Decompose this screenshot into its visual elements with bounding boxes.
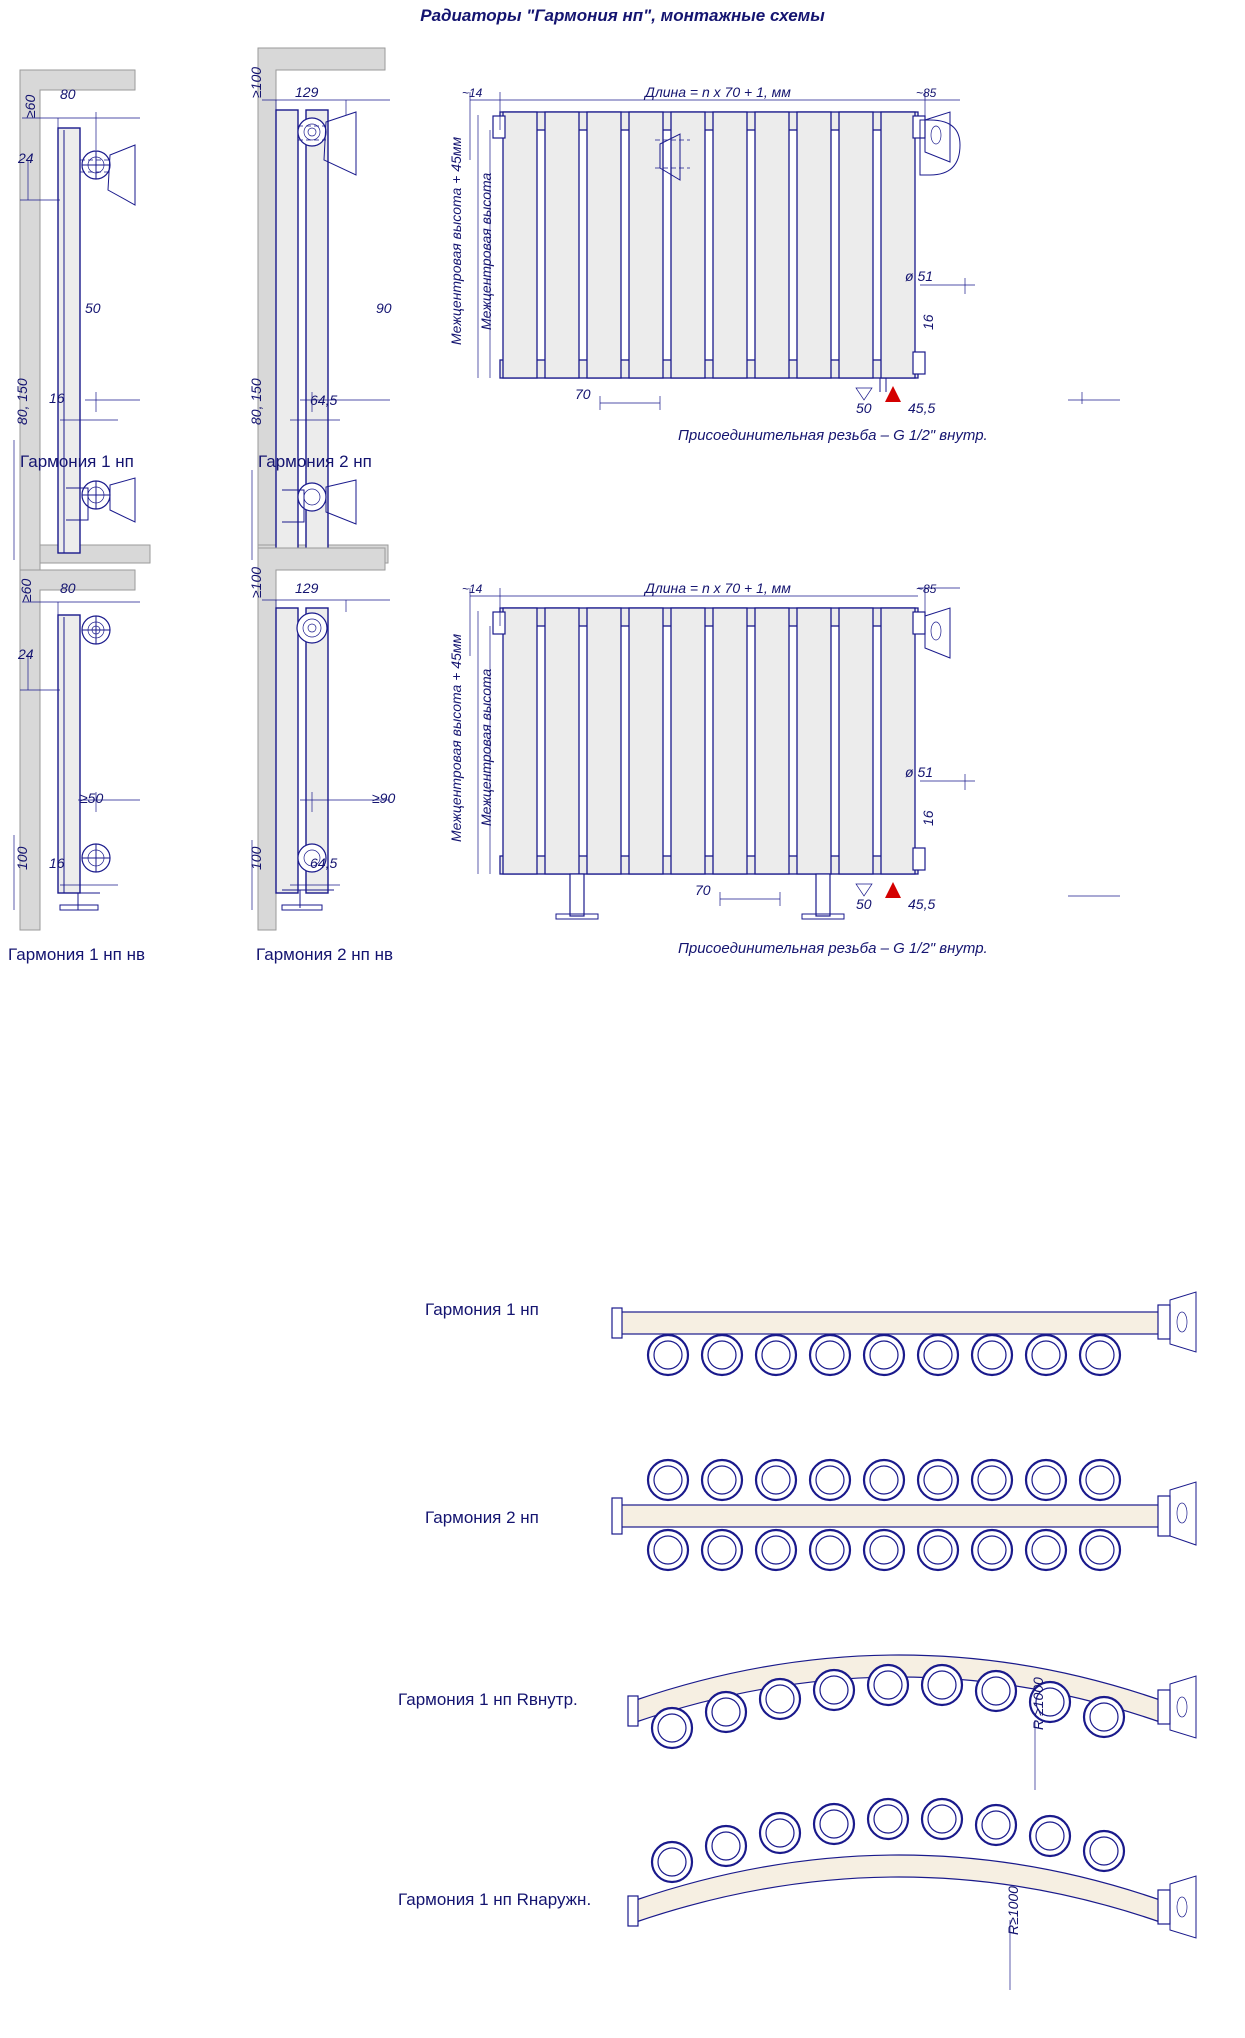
r1v2-dim-mid: 90 (376, 300, 392, 316)
r1v1-dim-mid: 50 (85, 300, 101, 316)
r2v1-caption: Гармония 1 нп нв (8, 945, 146, 964)
r2v3-dim-bottom-455: 45,5 (908, 896, 936, 912)
plan-caption-1: Гармония 1 нп (425, 1300, 539, 1319)
r2v3-axis-plus-label: Межцентровая высота + 45мм (448, 633, 464, 842)
r1v2-caption: Гармония 2 нп (258, 452, 372, 471)
r1v2-dim-wall-top: ≥100 (248, 66, 264, 98)
plan-caption-2: Гармония 2 нп (425, 1508, 539, 1527)
r2v3-dim-pitch: 70 (695, 882, 711, 898)
r2v1-dim-top: 80 (60, 580, 76, 596)
r2v3-dim-left-gap: ~14 (462, 582, 483, 596)
r2v3-axis-label: Межцентровая высота (478, 668, 494, 826)
r1v3-dim-bottom-50: 50 (856, 400, 872, 416)
r2v1-dim-bottom-left: 100 (14, 846, 30, 870)
r2v3-dim-right-small: 16 (920, 810, 936, 826)
r2v3-dim-diameter: ø 51 (905, 764, 934, 780)
r1v1-dim-bottom: 16 (49, 390, 65, 406)
r1v3-thread-note: Присоединительная резьба – G 1/2" внутр. (678, 427, 988, 444)
r2v3-dim-length: Длина = n x 70 + 1, мм (645, 580, 791, 596)
r1v1-dim-top: 80 (60, 86, 76, 102)
r1v3-axis-label: Межцентровая высота (478, 172, 494, 330)
plan-note-4: R≥1000 (1005, 1886, 1021, 1935)
r1v1-caption: Гармония 1 нп (20, 452, 134, 471)
r2v2-dim-bottom-left: 100 (248, 846, 264, 870)
r1v3-dim-pitch: 70 (575, 386, 591, 402)
plan-caption-3: Гармония 1 нп Rвнутр. (398, 1690, 578, 1709)
r1v1-dim-bottom-left: 80, 150 (14, 378, 30, 425)
r1v3-axis-plus-label: Межцентровая высота + 45мм (448, 136, 464, 345)
r1v3-dim-bottom-455: 45,5 (908, 400, 936, 416)
page-title: Радиаторы "Гармония нп", монтажные схемы (420, 6, 825, 25)
r1v3-dim-diameter: ø 51 (905, 268, 934, 284)
r2v1-dim-wall-top: ≥60 (18, 578, 34, 602)
r1v2-dim-bottom: 64,5 (310, 392, 338, 408)
r1v1-dim-left: 24 (18, 150, 34, 166)
r1v3-dim-right-small: 16 (920, 314, 936, 330)
r2v2-dim-bottom: 64,5 (310, 855, 338, 871)
r2v2-dim-mid: ≥90 (372, 790, 396, 806)
r1v2-dim-top: 129 (295, 84, 319, 100)
plan-note-3: R ≥1000 (1030, 1677, 1046, 1730)
r2v2-dim-top: 129 (295, 580, 319, 596)
r2v3-dim-bottom-50: 50 (856, 896, 872, 912)
r2v2-dim-wall-top: ≥100 (248, 566, 264, 598)
plan-caption-4: Гармония 1 нп Rнаружн. (398, 1890, 592, 1909)
r1v3-dim-length: Длина = n x 70 + 1, мм (645, 84, 791, 100)
r1v3-dim-right-gap: ~85 (916, 86, 937, 100)
r2v3-thread-note: Присоединительная резьба – G 1/2" внутр. (678, 940, 988, 957)
r2v1-dim-left: 24 (18, 646, 34, 662)
r1v3-dim-left-gap: ~14 (462, 86, 483, 100)
r2v1-dim-bottom: 16 (49, 855, 65, 871)
r1v1-dim-wall-top: ≥60 (22, 94, 38, 118)
r2v2-caption: Гармония 2 нп нв (256, 945, 394, 964)
r2v3-dim-right-gap: ~85 (916, 582, 937, 596)
r1v2-dim-bottom-left: 80, 150 (248, 378, 264, 425)
r2v1-dim-mid: ≥50 (80, 790, 104, 806)
